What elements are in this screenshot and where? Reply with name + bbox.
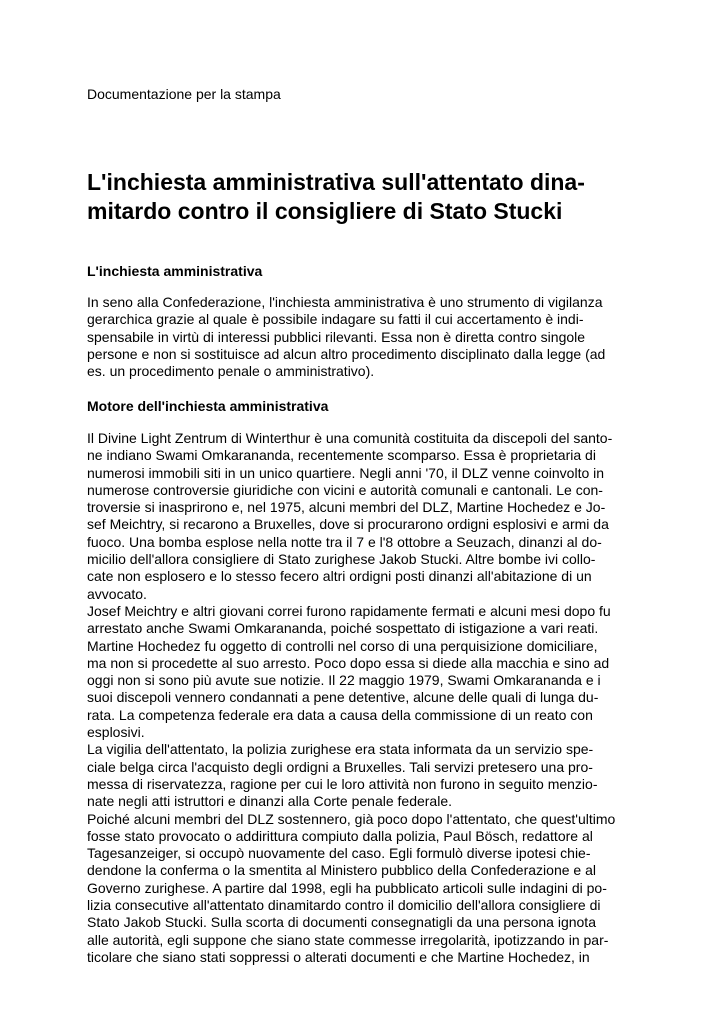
text-line: Governo zurighese. A partire dal 1998, egli ha pubblicato articoli sulle indagini di po- (87, 879, 607, 896)
section-paragraph-inchiesta (87, 294, 605, 380)
text-line: Josef Meichtry e altri giovani correi furono rapidamente fermati e alcuni mesi dopo fu (87, 602, 611, 619)
text-line: Martine Hochedez fu oggetto di controlli nel corso di una perquisizione domiciliare, (87, 637, 598, 654)
title-line: mitardo contro il consigliere di Stato Stucki (87, 198, 563, 224)
text-line: alle autorità, egli suppone che siano state commesse irregolarità, ipotizzando in par- (87, 931, 609, 948)
text-line: sef Meichtry, si recarono a Bruxelles, dove si procurarono ordigni esplosivi e armi da (87, 516, 609, 533)
text-line: rata. La competenza federale era data a causa della commissione di un reato con (87, 706, 593, 723)
text-line: cate non esplosero e lo stesso fecero altri ordigni posti dinanzi all'abitazione di un (87, 568, 592, 585)
text-line: ma non si procedette al suo arresto. Poco dopo essa si diede alla macchia e sino ad (87, 654, 610, 671)
text-line: fuoco. Una bomba esplose nella notte tra il 7 e l'8 ottobre a Seuzach, dinanzi al do- (87, 533, 602, 550)
text-line: Il Divine Light Zentrum di Winterthur è una comunità costituita da discepoli del santo- (87, 430, 613, 446)
text-line: ciale belga circa l'acquisto degli ordigni a Bruxelles. Tali servizi pretesero una pro- (87, 758, 593, 775)
text-line: es. un procedimento penale o amministrativo). (87, 363, 375, 380)
header-label: Documentazione per la stampa (87, 86, 281, 102)
text-line: Tagesanzeiger, si occupò nuovamente del caso. Egli formulò diverse ipotesi chie- (87, 845, 591, 862)
text-line: dendone la conferma o la smentita al Ministero pubblico della Confederazione e al (87, 862, 596, 879)
text-line: Stato Jakob Stucki. Sulla scorta di documenti consegnatigli da una persona ignota (87, 914, 596, 931)
text-line: fosse stato provocato o addirittura compiuto dalla polizia, Paul Bösch, redattore al (87, 827, 593, 844)
section-paragraph-motore (87, 430, 615, 966)
text-line: oggi non si sono più avute sue notizie. Il 22 maggio 1979, Swami Omkarananda e i (87, 672, 601, 689)
text-line: ticolare che siano stati soppressi o alterati documenti e che Martine Hochedez, in (87, 948, 590, 965)
text-line: nate negli atti istruttori e dinanzi alla Corte penale federale. (87, 793, 452, 810)
text-line: gerarchica grazie al quale è possibile indagare su fatti il cui accertamento è indi- (87, 311, 584, 328)
section-heading-motore: Motore dell'inchiesta amministrativa (87, 398, 329, 414)
text-line: ne indiano Swami Omkarananda, recentemente scomparso. Essa è proprietaria di (87, 447, 596, 464)
text-line: numerose controversie giuridiche con vicini e autorità comunali e cantonali. Le con- (87, 481, 603, 498)
section-heading-inchiesta: L'inchiesta amministrativa (87, 263, 263, 279)
text-line: esplosivi. (87, 724, 145, 741)
text-line: persone e non si sostituisce ad alcun altro procedimento disciplinato dalla legge (ad (87, 345, 606, 362)
text-line: numerosi immobili siti in un unico quartiere. Negli anni '70, il DLZ venne coinvolto in (87, 464, 605, 481)
text-line: suoi discepoli vennero condannati a pene detentive, alcune delle quali di lunga du- (87, 689, 599, 706)
text-line: messa di riservatezza, ragione per cui le loro attività non furono in seguito menzio- (87, 775, 598, 792)
title-line: L'inchiesta amministrativa sull'attentato dina- (87, 169, 585, 195)
text-line: micilio dell'allora consigliere di Stato zurighese Jakob Stucki. Altre bombe ivi collo- (87, 551, 596, 568)
text-line: troversie si inasprirono e, nel 1975, alcuni membri del DLZ, Martine Hochedez e Jo- (87, 499, 606, 516)
text-line: In seno alla Confederazione, l'inchiesta amministrativa è uno strumento di vigilanza (87, 294, 603, 310)
text-line: arrestato anche Swami Omkarananda, poiché sospettato di istigazione a vari reati. (87, 620, 599, 637)
document-title (87, 168, 585, 226)
text-line: spensabile in virtù di interessi pubblici rilevanti. Essa non è diretta contro singole (87, 328, 586, 345)
text-line: lizia consecutive all'attentato dinamitardo contro il domicilio dell'allora consigliere di (87, 897, 601, 914)
text-line: La vigilia dell'attentato, la polizia zurighese era stata informata da un servizio spe- (87, 741, 594, 758)
text-line: avvocato. (87, 585, 147, 602)
text-line: Poiché alcuni membri del DLZ sostennero, già poco dopo l'attentato, che quest'ultimo (87, 810, 616, 827)
